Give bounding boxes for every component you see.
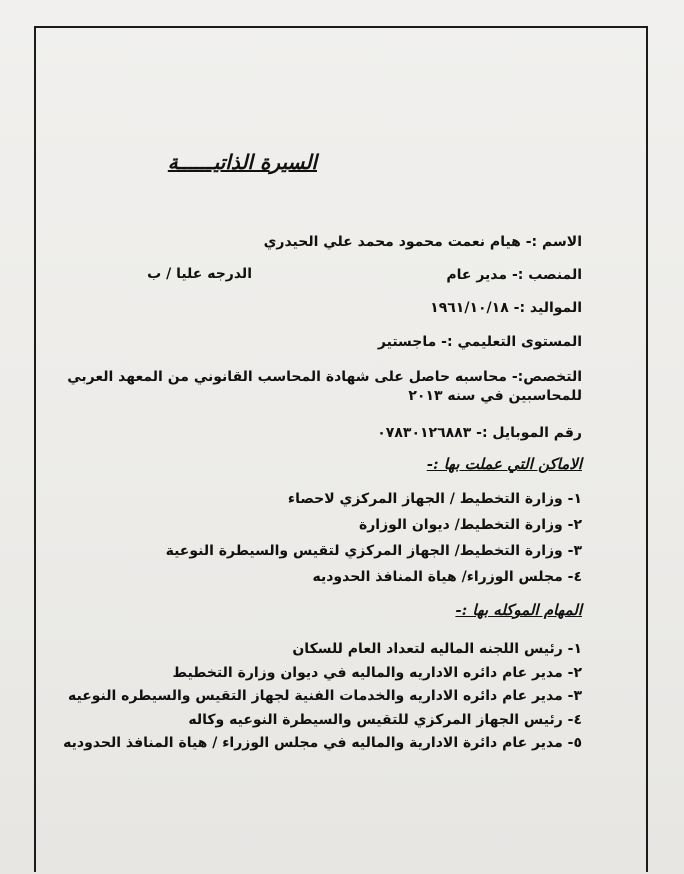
grade-label: الدرجه عليا / ب <box>147 266 252 282</box>
education-line: المستوى التعليمي :- ماجستير <box>377 334 582 350</box>
name-line: الاسم :- هيام نعمت محمود محمد علي الحيدري <box>263 234 582 250</box>
list-item: ١- رئيس اللجنه الماليه لتعداد العام للسكان <box>292 641 582 657</box>
list-item: ٤- مجلس الوزراء/ هياة المنافذ الحدوديه <box>312 569 582 585</box>
tasks-list <box>63 640 582 758</box>
list-item: ٣- مدير عام دائره الاداريه والخدمات الفنية لجهاز التقيس والسيطره النوعيه <box>67 688 582 704</box>
position-line: المنصب :- مدير عام <box>446 267 582 283</box>
list-item: ٢- وزارة التخطيط/ ديوان الوزارة <box>358 517 582 533</box>
list-item: ٥- مدير عام دائرة الادارية والماليه في مجلس الوزراء / هياة المنافذ الحدوديه <box>63 735 582 751</box>
birth-line: المواليد :- ١٩٦١/١٠/١٨ <box>430 300 582 316</box>
list-item: ٣- وزارة التخطيط/ الجهاز المركزي لتقيس والسيطرة النوعية <box>165 543 582 559</box>
list-item: ١- وزارة التخطيط / الجهاز المركزي لاحصاء <box>287 491 582 507</box>
cv-title: السيرة الذاتيــــــة <box>167 150 317 174</box>
specialty-line-2: للمحاسبين في سنه ٢٠١٣ <box>408 388 582 404</box>
workplaces-heading: الاماكن التي عملت بها :- <box>426 455 582 473</box>
list-item: ٤- رئيس الجهاز المركزي للتقيس والسيطرة النوعيه وكاله <box>188 711 582 728</box>
workplaces-list <box>166 490 582 594</box>
mobile-line: رقم الموبايل :- ٠٧٨٣٠١٢٦٨٨٣ <box>377 425 582 441</box>
specialty-line-1: التخصص:- محاسبه حاصل على شهادة المحاسب القانوني من المعهد العربي <box>67 369 582 385</box>
list-item: ٢- مدير عام دائره الاداريه والماليه في ديوان وزارة التخطيط <box>172 664 582 681</box>
tasks-heading: المهام الموكله بها :- <box>455 601 582 619</box>
